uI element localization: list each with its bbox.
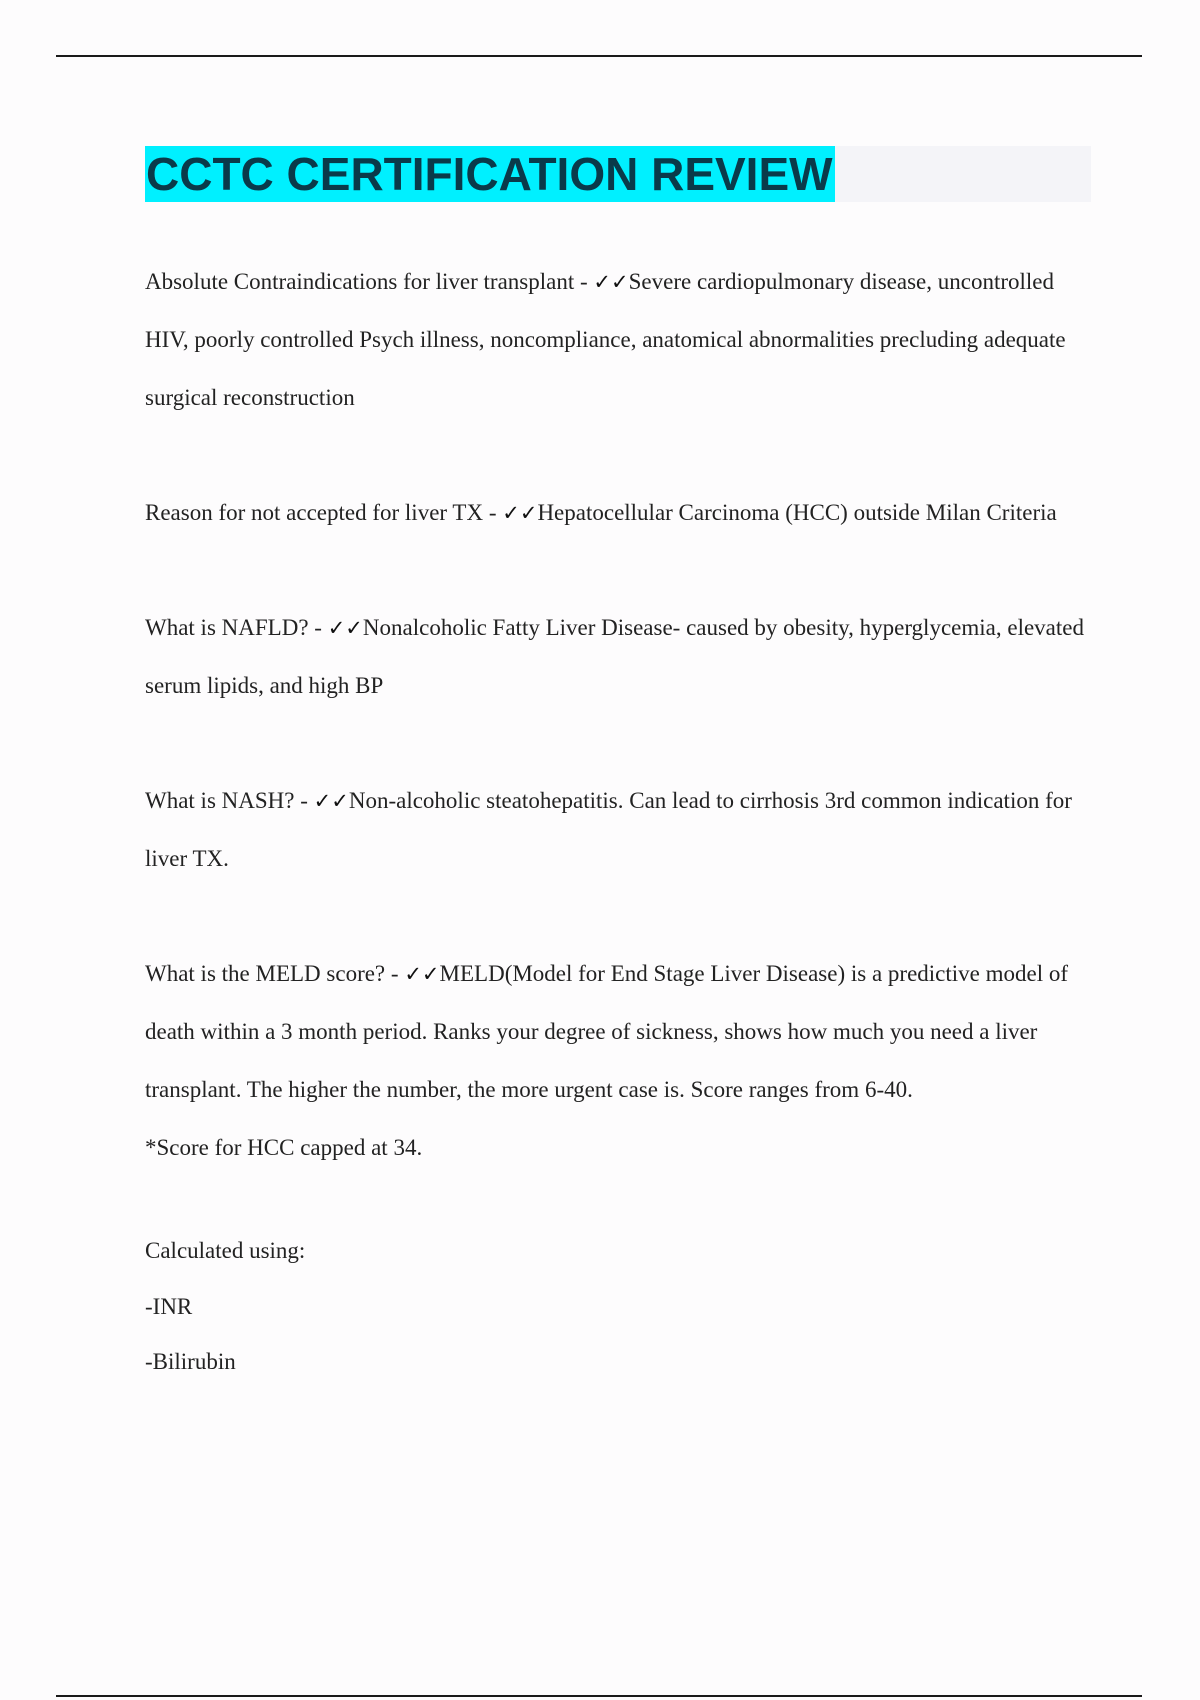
- double-check-icon: ✓✓: [593, 270, 629, 294]
- separator: -: [308, 615, 328, 640]
- separator: -: [294, 788, 314, 813]
- question: Reason for not accepted for liver TX: [145, 500, 484, 525]
- answer: Severe cardiopulmonary disease, uncontrolled HIV, poorly controlled Psych illness, noncompliance, anatomical abnormalities precluding adequate surgical reconstruction: [145, 269, 1066, 410]
- bottom-rule: [56, 1695, 1142, 1697]
- double-check-icon: ✓✓: [502, 501, 538, 525]
- document-title: CCTC CERTIFICATION REVIEW: [146, 148, 833, 200]
- qa-text: [145, 599, 1095, 715]
- answer: MELD(Model for End Stage Liver Disease) is a predictive model of death within a 3 month period. Ranks your degree of sickness, shows how much you need a liver transplant. The higher the number, the more urgent case is. Score ranges from 6-40.: [145, 961, 1069, 1102]
- qa-entry: [145, 945, 1095, 1177]
- calc-heading: Calculated using:: [145, 1238, 306, 1263]
- double-check-icon: ✓✓: [404, 962, 440, 986]
- calc-item-bilirubin: -Bilirubin: [145, 1349, 236, 1374]
- qa-entry: [145, 253, 1095, 427]
- separator: -: [385, 961, 405, 986]
- document-body: [145, 253, 1095, 1389]
- separator: -: [483, 500, 503, 525]
- question: What is the MELD score?: [145, 961, 386, 986]
- answer: Non-alcoholic steatohepatitis. Can lead to cirrhosis 3rd common indication for liver TX.: [145, 788, 1072, 871]
- answer: Nonalcoholic Fatty Liver Disease- caused by obesity, hyperglycemia, elevated serum lipids, and high BP: [145, 615, 1084, 698]
- question: What is NAFLD?: [145, 615, 309, 640]
- qa-entry: [145, 484, 1095, 542]
- qa-text: [145, 484, 1095, 542]
- qa-text: [145, 253, 1095, 427]
- top-rule: [56, 55, 1142, 57]
- question: What is NASH?: [145, 788, 295, 813]
- answer: Hepatocellular Carcinoma (HCC) outside Milan Criteria: [537, 500, 1057, 525]
- qa-entry: [145, 772, 1095, 888]
- separator: -: [574, 269, 594, 294]
- question: Absolute Contraindications for liver transplant: [145, 269, 575, 294]
- meld-note: *Score for HCC capped at 34.: [145, 1135, 423, 1160]
- qa-text: [145, 772, 1095, 888]
- qa-entry: [145, 599, 1095, 715]
- double-check-icon: ✓✓: [313, 789, 349, 813]
- qa-text: [145, 945, 1095, 1119]
- double-check-icon: ✓✓: [327, 616, 363, 640]
- calc-item-inr: -INR: [145, 1294, 193, 1319]
